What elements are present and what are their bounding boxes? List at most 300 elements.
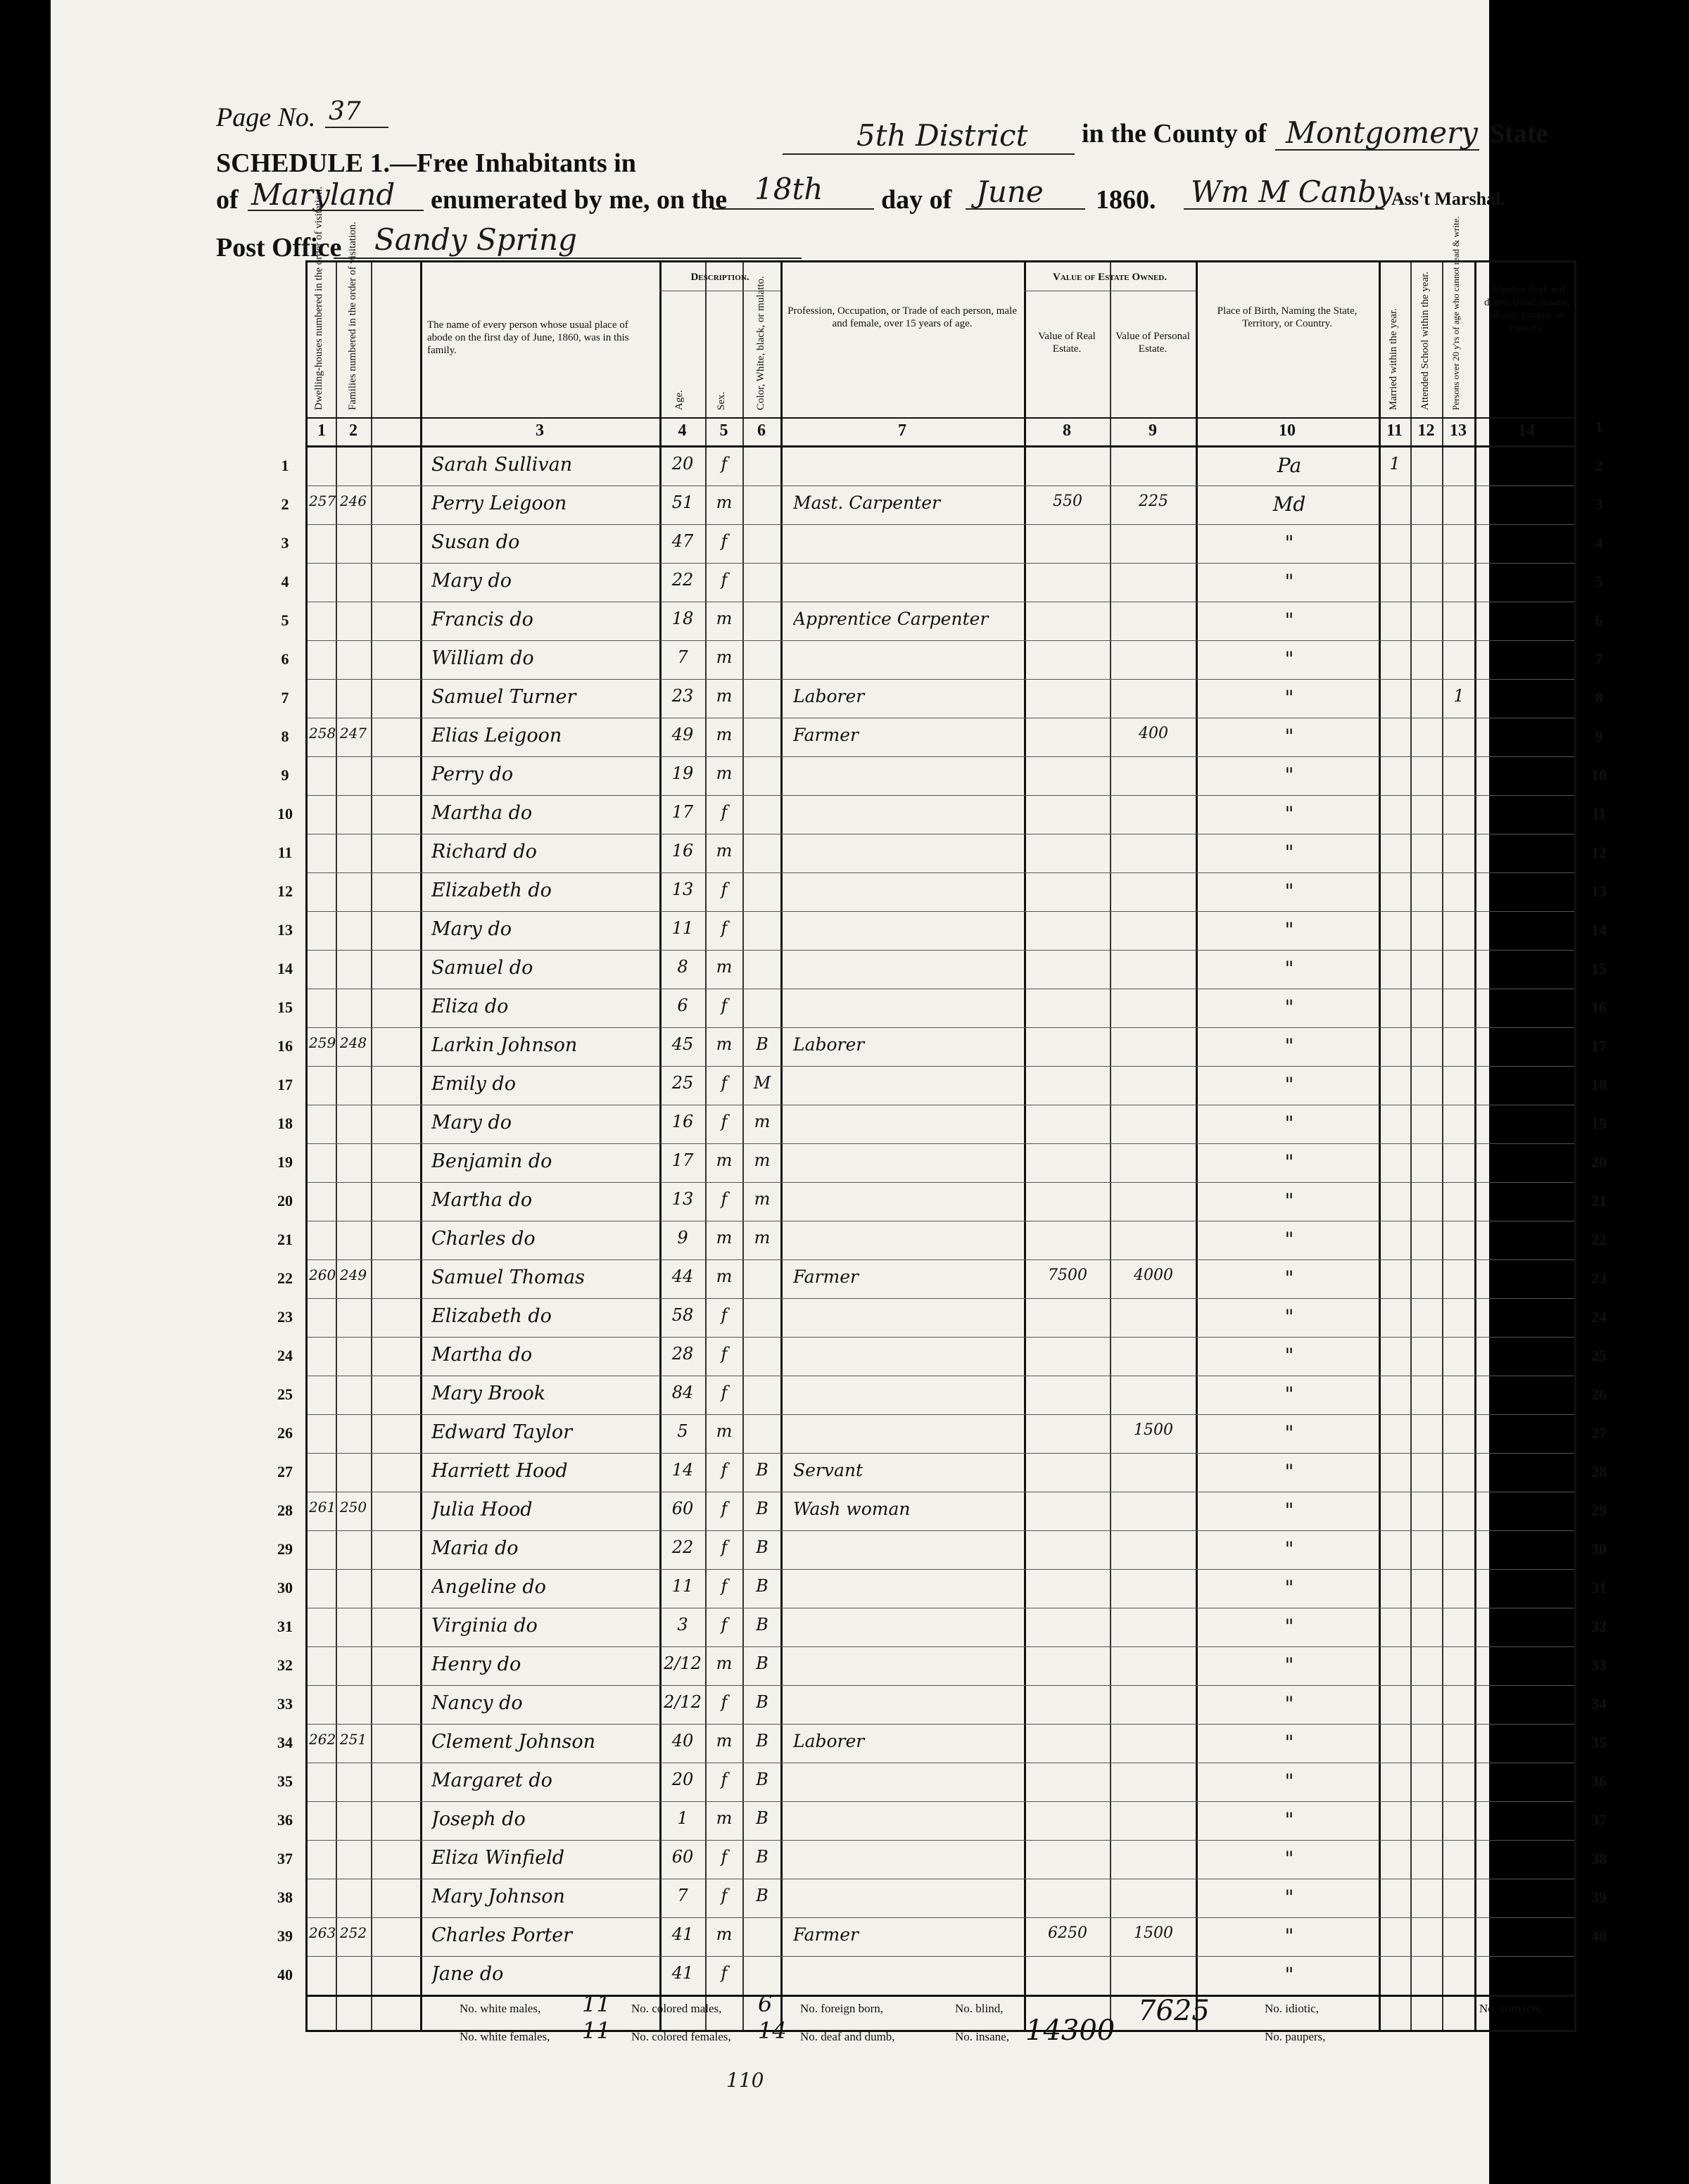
col-rule [336, 262, 337, 2030]
birthplace-cell: " [1284, 802, 1294, 825]
real-estate-column-header: Value of Real Estate. [1038, 331, 1096, 355]
margin-line-number: 36 [1591, 1772, 1607, 1790]
margin-line-number: 28 [1591, 1463, 1607, 1480]
color-cell: B [756, 1886, 768, 1905]
white-males-value: 11 [582, 1991, 611, 2017]
margin-line-number: 7 [1595, 650, 1603, 668]
row-number: 30 [277, 1579, 293, 1596]
person-name-cell: Samuel Thomas [431, 1266, 585, 1288]
disability-column-header: Whether deaf and dumb, blind, insane, idiotic, pauper, or convict. [1484, 284, 1571, 334]
birthplace-cell: " [1284, 1189, 1294, 1212]
margin-line-number: 8 [1595, 689, 1603, 706]
row-number: 27 [277, 1463, 293, 1480]
age-cell: 2/12 [664, 1692, 702, 1712]
person-name-cell: Henry do [431, 1653, 521, 1675]
person-name-cell: Nancy do [431, 1692, 523, 1714]
person-name-cell: Richard do [431, 841, 537, 863]
sex-cell: f [721, 1770, 728, 1789]
row-number: 1 [281, 457, 289, 474]
age-cell: 11 [671, 918, 694, 938]
birthplace-cell: " [1284, 1963, 1294, 1986]
row-number: 39 [277, 1927, 293, 1945]
color-cell: B [756, 1460, 768, 1480]
sex-cell: f [721, 531, 728, 551]
col-rule [659, 262, 662, 2030]
row-number: 12 [277, 882, 293, 900]
occupation-column-header: Profession, Occupation, or Trade of each person, male and female, over 15 years of age. [787, 305, 1017, 329]
age-cell: 13 [671, 1189, 694, 1209]
occupation-cell: Laborer [793, 1034, 865, 1055]
birthplace-cell: Pa [1277, 454, 1302, 477]
row-number: 40 [277, 1966, 293, 1983]
sex-cell: f [721, 918, 728, 938]
colnum-bottom-rule [308, 445, 1574, 447]
year-value: 1860. [1096, 185, 1156, 215]
age-cell: 17 [671, 1150, 694, 1170]
birthplace-cell: " [1284, 957, 1294, 980]
person-name-cell: Angeline do [431, 1576, 546, 1598]
birthplace-cell: " [1284, 763, 1294, 787]
margin-line-number: 27 [1591, 1424, 1607, 1442]
age-cell: 20 [671, 1770, 694, 1789]
sex-cell: f [721, 1886, 728, 1905]
color-cell: B [756, 1615, 768, 1634]
margin-line-number: 33 [1591, 1656, 1607, 1674]
row-number: 36 [277, 1811, 293, 1829]
column-number: 14 [1518, 421, 1535, 440]
sex-cell: m [716, 686, 733, 706]
sex-cell: m [716, 1924, 733, 1944]
color-cell: B [756, 1847, 768, 1867]
birthplace-column-header: Place of Birth, Naming the State, Territory, or Country. [1217, 305, 1358, 329]
colored-females-label: No. colored females, [631, 2030, 731, 2043]
white-females-value: 11 [582, 2017, 611, 2044]
dwelling-column-header: Dwelling-houses numbered in the order of visitation. [313, 186, 324, 410]
margin-line-number: 18 [1591, 1076, 1607, 1093]
sex-cell: f [721, 570, 728, 590]
footer-note: 110 [726, 2069, 764, 2092]
family-number-cell: 248 [339, 1034, 367, 1051]
real-estate-total: 14300 [1025, 2014, 1115, 2047]
colored-males-value: 6 [758, 1991, 773, 2017]
sex-cell: m [716, 493, 733, 512]
day-value: 18th [754, 172, 823, 206]
margin-line-number: 11 [1591, 805, 1607, 823]
real-estate-cell: 6250 [1048, 1924, 1087, 1942]
personal-estate-total: 7625 [1138, 1995, 1210, 2027]
person-name-cell: Eliza do [431, 996, 509, 1017]
row-number: 14 [277, 960, 293, 977]
sex-cell: f [721, 1344, 728, 1364]
row-number: 29 [277, 1540, 293, 1558]
person-name-cell: Elizabeth do [431, 1305, 552, 1327]
post-office-underline [334, 258, 802, 259]
row-number: 34 [277, 1734, 293, 1751]
age-cell: 18 [671, 609, 694, 628]
color-cell: m [754, 1150, 771, 1170]
birthplace-cell: " [1284, 1886, 1294, 1909]
age-cell: 22 [671, 1537, 694, 1557]
margin-line-number: 37 [1591, 1811, 1607, 1829]
post-office-label: Post Office [216, 233, 342, 262]
person-name-cell: William do [431, 647, 534, 669]
row-number: 38 [277, 1888, 293, 1906]
estate-group-header: Value of Estate Owned. [1052, 272, 1167, 283]
birthplace-cell: " [1284, 996, 1294, 1019]
real-estate-cell: 7500 [1048, 1266, 1087, 1284]
sex-cell: f [721, 1112, 728, 1131]
sex-cell: f [721, 1305, 728, 1325]
birthplace-cell: " [1284, 1924, 1294, 1948]
birthplace-cell: " [1284, 880, 1294, 903]
row-rule [308, 1143, 1574, 1144]
col-rule [420, 262, 422, 2030]
birthplace-cell: " [1284, 1576, 1294, 1599]
margin-line-number: 29 [1591, 1502, 1607, 1519]
dwelling-number-cell: 263 [309, 1924, 336, 1941]
row-rule [308, 679, 1574, 680]
birthplace-cell: " [1284, 918, 1294, 941]
row-number: 6 [281, 650, 289, 668]
row-number: 25 [277, 1385, 293, 1403]
foreign-born-label: No. foreign born, [800, 2002, 884, 2015]
row-number: 32 [277, 1656, 293, 1674]
deaf-dumb-label: No. deaf and dumb, [800, 2030, 895, 2043]
person-name-cell: Samuel Turner [431, 686, 576, 708]
person-name-cell: Edward Taylor [431, 1421, 573, 1443]
color-cell: B [756, 1692, 768, 1712]
occupation-cell: Laborer [793, 686, 865, 706]
color-cell: B [756, 1808, 768, 1828]
age-cell: 60 [671, 1847, 694, 1867]
school-column-header: Attended School within the year. [1419, 271, 1431, 410]
row-rule [308, 1298, 1574, 1299]
birthplace-cell: " [1284, 1847, 1294, 1870]
margin-line-number: 15 [1591, 960, 1607, 977]
row-rule [308, 1685, 1574, 1686]
sex-cell: f [721, 1189, 728, 1209]
age-cell: 11 [671, 1576, 694, 1596]
column-number: 1 [317, 421, 326, 440]
color-cell: B [756, 1731, 768, 1751]
birthplace-cell: " [1284, 1770, 1294, 1793]
of-label: of [216, 185, 239, 215]
margin-line-number: 16 [1591, 998, 1607, 1016]
occupation-cell: Apprentice Carpenter [793, 609, 989, 629]
occupation-cell: Laborer [793, 1731, 865, 1751]
age-cell: 20 [671, 454, 694, 474]
family-number-cell: 246 [339, 493, 367, 509]
age-cell: 84 [671, 1383, 694, 1402]
birthplace-cell: " [1284, 570, 1294, 593]
age-cell: 58 [671, 1305, 694, 1325]
row-number: 17 [277, 1076, 293, 1093]
margin-line-number: 6 [1595, 611, 1603, 629]
family-number-cell: 249 [339, 1266, 367, 1283]
margin-line-number: 19 [1591, 1115, 1607, 1132]
birthplace-cell: " [1284, 1073, 1294, 1096]
family-number-cell: 250 [339, 1499, 367, 1516]
row-rule [308, 1259, 1574, 1260]
sex-cell: f [721, 1576, 728, 1596]
row-rule [308, 911, 1574, 912]
dwelling-number-cell: 257 [309, 493, 336, 509]
blind-label: No. blind, [955, 2002, 1004, 2015]
description-group-header: Description. [690, 272, 749, 283]
occupation-cell: Servant [793, 1460, 864, 1480]
row-rule [308, 1414, 1574, 1415]
birthplace-cell: " [1284, 1808, 1294, 1831]
age-cell: 3 [677, 1615, 688, 1634]
margin-line-number: 31 [1591, 1579, 1607, 1596]
margin-line-number: 24 [1591, 1308, 1607, 1326]
row-rule [308, 1027, 1574, 1028]
age-cell: 14 [671, 1460, 694, 1480]
column-number: 11 [1386, 421, 1403, 440]
row-number: 24 [277, 1347, 293, 1364]
row-number: 18 [277, 1115, 293, 1132]
dwelling-number-cell: 261 [309, 1499, 336, 1516]
col-rule [1410, 262, 1412, 2030]
margin-line-number: 26 [1591, 1385, 1607, 1403]
person-name-cell: Mary do [431, 1112, 512, 1134]
day-underline [712, 208, 874, 210]
dwelling-number-cell: 258 [309, 725, 336, 742]
col-rule [1474, 262, 1476, 2030]
month-underline [966, 208, 1085, 210]
age-cell: 49 [671, 725, 694, 744]
row-number: 4 [281, 573, 289, 590]
person-name-cell: Francis do [431, 609, 533, 630]
marshal-signature: Wm M Canby [1191, 174, 1393, 209]
person-name-cell: Perry do [431, 763, 514, 785]
row-rule [308, 1337, 1574, 1338]
idiotic-label: No. idiotic, [1265, 2002, 1319, 2015]
row-rule [308, 795, 1574, 796]
dwelling-number-cell: 260 [309, 1266, 336, 1283]
sex-cell: f [721, 1615, 728, 1634]
birthplace-cell: " [1284, 531, 1294, 554]
birthplace-cell: " [1284, 1692, 1294, 1715]
sex-cell: f [721, 1537, 728, 1557]
margin-line-number: 25 [1591, 1347, 1607, 1364]
row-number: 8 [281, 728, 289, 745]
column-number: 2 [349, 421, 358, 440]
birthplace-cell: " [1284, 1266, 1294, 1290]
person-name-cell: Samuel do [431, 957, 533, 979]
margin-line-number: 23 [1591, 1269, 1607, 1287]
row-rule [308, 640, 1574, 641]
sex-cell: m [716, 1266, 733, 1286]
row-number: 13 [277, 921, 293, 939]
person-name-cell: Mary do [431, 570, 512, 592]
row-number: 2 [281, 495, 289, 513]
row-number: 11 [277, 844, 293, 861]
person-name-cell: Sarah Sullivan [431, 454, 573, 476]
white-females-label: No. white females, [460, 2030, 550, 2043]
birthplace-cell: " [1284, 686, 1294, 709]
age-cell: 6 [677, 996, 688, 1015]
sex-cell: m [716, 1034, 733, 1054]
birthplace-cell: " [1284, 647, 1294, 671]
col-rule [1024, 262, 1026, 2030]
person-name-cell: Margaret do [431, 1770, 552, 1791]
age-cell: 47 [671, 531, 694, 551]
row-number: 3 [281, 534, 289, 552]
row-rule [308, 1646, 1574, 1647]
color-cell: m [754, 1112, 771, 1131]
personal-estate-cell: 1500 [1134, 1924, 1173, 1942]
sex-cell: f [721, 802, 728, 822]
color-cell: M [753, 1073, 771, 1093]
margin-line-number: 9 [1595, 728, 1603, 745]
person-name-cell: Joseph do [431, 1808, 526, 1830]
age-cell: 44 [671, 1266, 694, 1286]
sex-cell: f [721, 1383, 728, 1402]
person-name-cell: Mary do [431, 918, 512, 940]
sex-cell: f [721, 996, 728, 1015]
age-cell: 8 [677, 957, 688, 977]
birthplace-cell: " [1284, 1499, 1294, 1522]
personal-estate-cell: 400 [1139, 725, 1168, 742]
birthplace-cell: " [1284, 725, 1294, 748]
row-rule [308, 524, 1574, 525]
birthplace-cell: " [1284, 1731, 1294, 1754]
occupation-cell: Wash woman [793, 1499, 911, 1519]
row-number: 28 [277, 1502, 293, 1519]
enumerated-label: enumerated by me, on the [431, 185, 728, 215]
margin-line-number: 3 [1595, 495, 1603, 513]
column-number: 6 [757, 421, 766, 440]
occupation-cell: Farmer [793, 1266, 859, 1287]
age-cell: 16 [671, 1112, 694, 1131]
occupation-cell: Farmer [793, 1924, 859, 1945]
month-value: June [976, 174, 1044, 209]
margin-line-number: 30 [1591, 1540, 1607, 1558]
marshal-underline [1184, 208, 1384, 210]
person-name-cell: Julia Hood [431, 1499, 533, 1520]
column-number: 12 [1417, 421, 1435, 440]
age-cell: 22 [671, 570, 694, 590]
color-cell: B [756, 1537, 768, 1557]
birthplace-cell: " [1284, 1537, 1294, 1561]
age-cell: 7 [677, 647, 688, 667]
age-cell: 5 [677, 1421, 688, 1441]
real-estate-cell: 550 [1053, 493, 1082, 510]
sex-cell: m [716, 1150, 733, 1170]
row-number: 37 [277, 1850, 293, 1867]
insane-label: No. insane, [955, 2030, 1009, 2043]
column-number: 7 [898, 421, 906, 440]
row-number: 22 [277, 1269, 293, 1287]
sex-cell: m [716, 763, 733, 783]
col-rule [1110, 262, 1111, 2030]
color-cell: B [756, 1653, 768, 1673]
person-name-cell: Charles do [431, 1228, 536, 1250]
person-name-cell: Elias Leigoon [431, 725, 562, 747]
totals-rule [308, 1995, 1574, 1997]
page-number-label: Page No. [216, 103, 316, 132]
age-cell: 23 [671, 686, 694, 706]
person-name-cell: Martha do [431, 1344, 533, 1366]
row-number: 16 [277, 1037, 293, 1055]
row-rule [308, 1453, 1574, 1454]
row-rule [308, 1182, 1574, 1183]
age-cell: 1 [677, 1808, 688, 1828]
row-rule [308, 1956, 1574, 1957]
birthplace-cell: " [1284, 841, 1294, 864]
row-number: 21 [277, 1231, 293, 1248]
state-label: State [1490, 119, 1548, 148]
county-value: Montgomery [1286, 115, 1478, 150]
family-number-cell: 251 [339, 1731, 367, 1748]
census-sheet [51, 0, 1607, 2184]
age-cell: 17 [671, 802, 694, 822]
sex-cell: m [716, 1731, 733, 1751]
dwelling-number-cell: 262 [309, 1731, 336, 1748]
age-cell: 25 [671, 1073, 694, 1093]
margin-line-number: 21 [1591, 1192, 1607, 1210]
person-name-cell: Maria do [431, 1537, 519, 1559]
row-number: 31 [277, 1618, 293, 1635]
margin-line-number: 1 [1595, 418, 1603, 436]
column-number: 13 [1450, 421, 1467, 440]
row-rule [308, 756, 1574, 757]
state-value: Maryland [251, 177, 396, 212]
margin-line-number: 13 [1591, 882, 1607, 900]
married-column-header: Married within the year. [1388, 308, 1399, 410]
birthplace-cell: " [1284, 609, 1294, 632]
row-number: 33 [277, 1695, 293, 1713]
row-rule [308, 1569, 1574, 1570]
occupation-cell: Mast. Carpenter [793, 493, 940, 513]
page-number-underline [325, 127, 388, 128]
person-name-cell: Mary Brook [431, 1383, 546, 1404]
person-name-cell: Harriett Hood [431, 1460, 568, 1482]
column-number: 4 [678, 421, 687, 440]
margin-line-number: 14 [1591, 921, 1607, 939]
row-number: 5 [281, 611, 289, 629]
person-name-cell: Susan do [431, 531, 520, 553]
column-number: 10 [1279, 421, 1296, 440]
row-number: 7 [281, 689, 289, 706]
person-name-cell: Jane do [431, 1963, 504, 1985]
birthplace-cell: " [1284, 1228, 1294, 1251]
color-cell: B [756, 1034, 768, 1054]
birthplace-cell: " [1284, 1383, 1294, 1406]
person-name-cell: Virginia do [431, 1615, 538, 1637]
birthplace-cell: " [1284, 1460, 1294, 1483]
birthplace-cell: " [1284, 1421, 1294, 1445]
margin-line-number: 38 [1591, 1850, 1607, 1867]
sex-cell: m [716, 957, 733, 977]
row-rule [308, 1917, 1574, 1918]
birthplace-cell: Md [1272, 493, 1306, 516]
row-number: 9 [281, 766, 289, 784]
margin-line-number: 5 [1595, 573, 1603, 590]
marshal-label: Ass't Marshal. [1391, 189, 1505, 209]
margin-line-number: 39 [1591, 1888, 1607, 1906]
col-rule [1442, 262, 1443, 2030]
row-rule [308, 1530, 1574, 1531]
row-number: 23 [277, 1308, 293, 1326]
age-cell: 45 [671, 1034, 694, 1054]
paupers-label: No. paupers, [1265, 2030, 1326, 2043]
margin-line-number: 4 [1595, 534, 1603, 552]
row-rule [308, 1801, 1574, 1802]
margin-line-number: 17 [1591, 1037, 1607, 1055]
column-number: 8 [1063, 421, 1071, 440]
